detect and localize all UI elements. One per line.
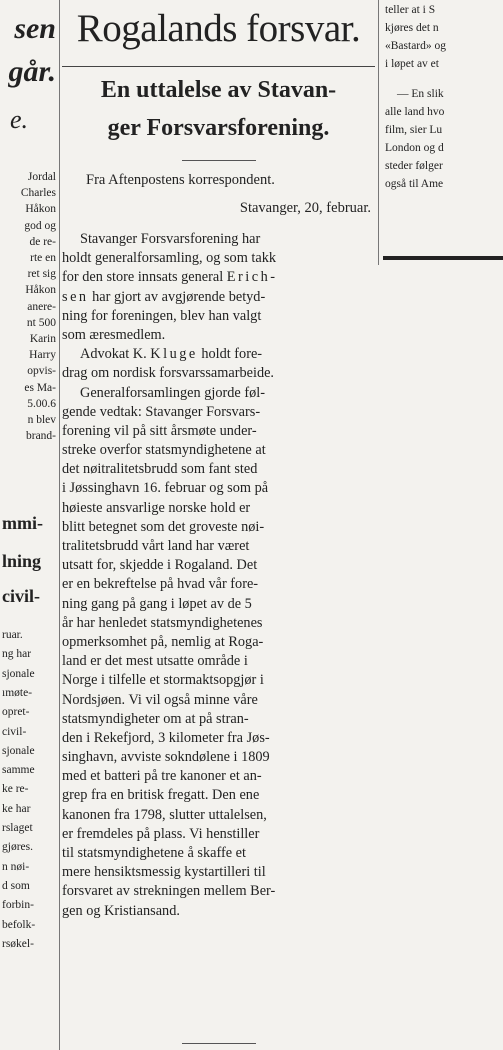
left-column-line: Charles xyxy=(20,187,56,200)
dateline: Stavanger, 20, februar. xyxy=(239,200,371,216)
left-column-line: 5.00.6 xyxy=(27,397,56,410)
article-subtitle-line-1: En uttalelse av Stavan- xyxy=(100,77,337,103)
column-rule-right xyxy=(378,0,379,265)
article-line: det nøitralitetsbrudd som fant sted xyxy=(62,461,258,478)
article-line: til statsmyndighetene å skaffe et xyxy=(62,845,246,861)
right-column-line: alle land hvo xyxy=(385,106,445,118)
article-end-rule xyxy=(182,1043,256,1044)
article-line: utsatt for, skjedde i Rogaland. Det xyxy=(62,557,258,574)
left-column-line: gjøres. xyxy=(2,841,33,854)
left-column-line: ret sig xyxy=(27,268,56,281)
article-line: Norge i tilfelle et stormaktsopgjør i xyxy=(62,672,264,689)
article-line xyxy=(62,288,375,307)
article-line: gende vedtak: Stavanger Forsvars- xyxy=(62,403,261,420)
article-line: land er det mest utsatte område i xyxy=(62,653,248,670)
left-headline-fragment-2: går. xyxy=(8,55,56,88)
subtitle-rule xyxy=(182,160,256,161)
left-column-line: Jordal xyxy=(27,171,56,183)
left-column-line: sjonale xyxy=(2,744,35,757)
spaced-name: Erich- xyxy=(226,269,278,286)
left-headline-fragment-1: sen xyxy=(14,12,56,45)
right-column-line: film, sier Lu xyxy=(385,124,443,136)
left-column-line: opret- xyxy=(2,706,30,719)
right-column-line: i løpet av et xyxy=(385,58,439,70)
article-body xyxy=(62,230,375,921)
article-line: gen og Kristiansand. xyxy=(62,902,180,919)
article-line: den i Rekefjord, 3 kilometer fra Jøs- xyxy=(62,729,270,746)
left-column-line: ng har xyxy=(2,648,32,661)
right-column xyxy=(383,0,503,260)
left-column-line: Karin xyxy=(29,333,56,345)
line-text: Advokat K. xyxy=(80,346,151,363)
right-column-line: også til Ame xyxy=(385,178,444,190)
article-line: Stavanger Forsvarsforening har xyxy=(80,231,261,247)
right-column-line: London og d xyxy=(385,142,444,154)
article-title: Rogalands forsvar. xyxy=(76,7,361,50)
right-column-line: — En slik xyxy=(397,88,444,100)
left-column-line: anere- xyxy=(27,300,56,313)
left-column-line: rte en xyxy=(30,252,56,264)
left-column-line: de re- xyxy=(29,235,56,248)
article-subtitle-line-2: ger Forsvarsforening. xyxy=(107,115,330,141)
left-column-line: brand- xyxy=(25,430,56,443)
left-column-line: n nøi- xyxy=(2,860,30,873)
left-column-line: Håkon xyxy=(25,284,56,297)
line-text: har gjort av avgjørende betyd- xyxy=(88,288,266,305)
article-line: tralitetsbrudd vårt land har været xyxy=(62,538,250,554)
article-line: er fremdeles på plass. Vi henstiller xyxy=(62,825,260,842)
right-column-line: teller at i S xyxy=(385,4,436,16)
column-rule xyxy=(59,0,60,1050)
article-line: ning for foreningen, blev han valgt xyxy=(62,307,262,324)
left-column-line: Håkon xyxy=(25,203,56,216)
article-line: statsmyndigheter om at på stran- xyxy=(62,710,249,727)
left-headline-fragment-3: e. xyxy=(9,105,28,134)
article-line xyxy=(62,345,375,364)
article-line: i Jøssinghavn 16. februar og som på xyxy=(62,480,269,497)
left-column-line: rslaget xyxy=(2,822,33,834)
left-column-line: n blev xyxy=(27,414,56,426)
article-line: Nordsjøen. Vi vil også minne våre xyxy=(62,691,258,708)
byline: Fra Aftenpostens korrespondent. xyxy=(86,172,275,188)
left-subhead-line-3: civil- xyxy=(2,586,40,606)
left-column-line: civil- xyxy=(2,725,27,738)
article-line: mere hensiktsmessig kystartilleri til xyxy=(62,864,266,881)
right-column-end-rule xyxy=(383,256,503,260)
article-line: høieste ansvarlige norske hold er xyxy=(62,499,251,516)
article-line: Generalforsamlingen gjorde føl- xyxy=(80,384,265,401)
article-line: ning gang på gang i løpet av de 5 xyxy=(62,595,252,612)
left-column-line: rsøkel- xyxy=(2,937,34,950)
article-line: opmerksomhet på, nemlig at Roga- xyxy=(62,633,264,650)
left-column-line: samme xyxy=(2,764,35,777)
left-column-line: ımøte- xyxy=(2,686,33,699)
article-line: med et batteri på tre kanoner et an- xyxy=(62,768,262,785)
article-line: streke overfor statsmyndighetene at xyxy=(62,442,266,459)
left-column-line: ruar. xyxy=(2,629,23,641)
article-line: som æresmedlem. xyxy=(62,326,166,343)
article-line: år har henledet statsmyndighetenes xyxy=(62,614,263,631)
left-column-line: forbin- xyxy=(2,899,34,912)
left-column-line: befolk- xyxy=(2,918,36,931)
line-text: for den store innsats general xyxy=(62,269,227,286)
article-line xyxy=(62,268,375,287)
article-line: holdt generalforsamling, og som takk xyxy=(62,250,277,267)
title-rule xyxy=(62,66,375,67)
line-text: holdt fore- xyxy=(197,346,263,363)
left-column-line: ke har xyxy=(2,802,31,815)
right-column-line: kjøres det n xyxy=(385,22,439,34)
left-column-line: nt 500 xyxy=(26,316,56,329)
article-line: forsvaret av strekningen mellem Ber- xyxy=(62,883,276,900)
article-line: grep fra en britisk fregatt. Den ene xyxy=(62,787,260,804)
article-line: kanonen fra 1798, slutter uttalelsen, xyxy=(62,806,267,823)
spaced-name: Kluge xyxy=(150,346,198,363)
left-column-line: ke re- xyxy=(2,783,29,796)
article xyxy=(62,0,375,1050)
left-subhead-line-2: lning xyxy=(2,551,42,571)
article-line: drag om nordisk forsvarssamarbeide. xyxy=(62,365,275,382)
article-line: er en bekreftelse på hvad vår fore- xyxy=(62,576,259,593)
article-line: singhavn, avviste sokndølene i 1809 xyxy=(62,749,270,766)
right-column-line: «Bastard» og xyxy=(385,40,447,52)
article-line: forening vil på sitt årsmøte under- xyxy=(62,422,257,439)
left-column-line: opvis- xyxy=(27,365,56,378)
left-column-line: Harry xyxy=(29,349,56,362)
left-column-line: d som xyxy=(2,879,30,892)
left-column-line: god og xyxy=(24,219,56,232)
spaced-name: sen xyxy=(62,288,89,305)
left-subhead-line-1: mmi- xyxy=(2,513,43,533)
right-column-line: steder følger xyxy=(385,160,443,172)
left-column xyxy=(0,0,58,1050)
left-column-line: es Ma- xyxy=(24,381,56,394)
left-column-line: sjonale xyxy=(2,667,35,680)
article-line: blitt betegnet som det groveste nøi- xyxy=(62,518,265,535)
